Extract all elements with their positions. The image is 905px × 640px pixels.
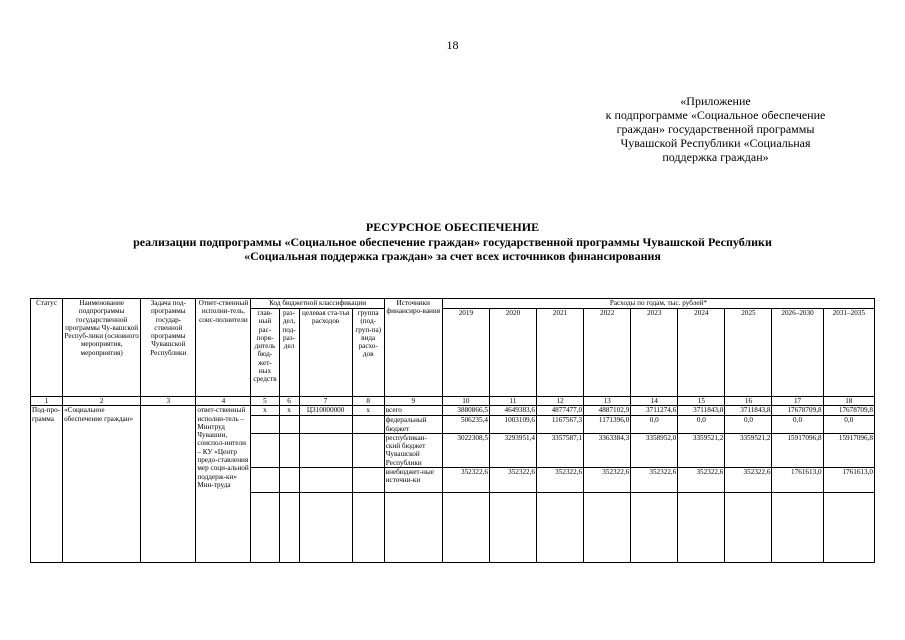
row-code-group: х [352, 406, 384, 416]
column-number: 15 [678, 397, 725, 406]
value-cell: 0,0 [823, 416, 874, 434]
value-cell: 1167567,3 [537, 416, 584, 434]
document-title [60, 220, 845, 264]
header-main-manager: глав-ный рас-поря-дитель бюд-жет-ных средств [251, 309, 279, 397]
column-number: 9 [384, 397, 442, 406]
title-line-3: «Социальная поддержка граждан» за счет всех источников финансирования [244, 249, 661, 263]
value-cell: 1171396,0 [584, 416, 631, 434]
value-cell: 1761613,0 [823, 468, 874, 493]
header-year: 2019 [442, 309, 489, 397]
value-cell: 3359521,2 [725, 433, 772, 467]
header-target-item: целевая ста-тья расходов [299, 309, 352, 397]
value-cell: 352322,6 [678, 468, 725, 493]
header-responsible: Ответ-ственный исполни-тель, соис-полнители [196, 299, 251, 397]
header-year: 2020 [489, 309, 536, 397]
resource-table [30, 298, 875, 563]
value-cell: 3358952,0 [631, 433, 678, 467]
row-responsible: ответ-ственный исполни-тель – Минтруд Чувашии, соиспол-нители – КУ «Центр предо-ставления мер соци-альной поддерж-ки» Мин-труда [196, 406, 251, 563]
value-cell: 0,0 [725, 416, 772, 434]
value-cell: 3711843,8 [725, 406, 772, 416]
column-number: 10 [442, 397, 489, 406]
row-code-target: Ц310000000 [299, 406, 352, 416]
header-expenses: Расходы по годам, тыс. рублей* [442, 299, 874, 309]
value-cell: 4877477,0 [537, 406, 584, 416]
column-number: 18 [823, 397, 874, 406]
column-number: 7 [299, 397, 352, 406]
value-cell: 4649383,6 [489, 406, 536, 416]
header-task: Задача под-программы государ-ственной программы Чувашской Республики [141, 299, 196, 397]
column-number: 1 [31, 397, 63, 406]
row-code-main-manager: х [251, 406, 279, 416]
column-number-row [31, 397, 875, 406]
value-cell: 15917096,8 [823, 433, 874, 467]
column-number: 13 [584, 397, 631, 406]
value-cell: 3359521,2 [678, 433, 725, 467]
table-row [31, 406, 875, 416]
value-cell: 3711843,8 [678, 406, 725, 416]
title-line-2: реализации подпрограммы «Социальное обеспечение граждан» государственной программы Чувашской Республики [133, 234, 772, 249]
value-cell: 352322,6 [537, 468, 584, 493]
column-number: 3 [141, 397, 196, 406]
header-year: 2024 [678, 309, 725, 397]
value-cell: 506235,4 [442, 416, 489, 434]
value-cell: 0,0 [772, 416, 823, 434]
header-year: 2022 [584, 309, 631, 397]
row-task [141, 406, 196, 563]
value-cell: 1003109,6 [489, 416, 536, 434]
value-cell: 352322,6 [725, 468, 772, 493]
header-section: раз-дел, под-раз-дел [279, 309, 299, 397]
value-cell: 15917096,8 [772, 433, 823, 467]
value-cell: 4887102,9 [584, 406, 631, 416]
header-status: Статус [31, 299, 63, 397]
value-cell: 352322,6 [489, 468, 536, 493]
header-year: 2031–2035 [823, 309, 874, 397]
row-status: Под-про-грамма [31, 406, 63, 563]
column-number: 16 [725, 397, 772, 406]
page-number: 18 [446, 38, 459, 52]
header-year: 2025 [725, 309, 772, 397]
row-source: федеральный бюджет [384, 416, 442, 434]
column-number: 4 [196, 397, 251, 406]
header-year: 2021 [537, 309, 584, 397]
column-number: 8 [352, 397, 384, 406]
row-code-section: х [279, 406, 299, 416]
header-sources: Источники финансиро-вания [384, 299, 442, 397]
value-cell: 3293951,4 [489, 433, 536, 467]
value-cell: 0,0 [631, 416, 678, 434]
header-year: 2026–2030 [772, 309, 823, 397]
row-source: всего [384, 406, 442, 416]
appendix-line: Чувашской Республики «Социальная [620, 136, 811, 150]
title-line-1: РЕСУРСНОЕ ОБЕСПЕЧЕНИЕ [365, 220, 540, 234]
value-cell: 1761613,0 [772, 468, 823, 493]
value-cell: 352322,6 [442, 468, 489, 493]
appendix-line: граждан» государственной программы [616, 122, 815, 136]
value-cell: 3363384,3 [584, 433, 631, 467]
header-expense-group: группа (под-груп-па) вида расхо-дов [352, 309, 384, 397]
column-number: 14 [631, 397, 678, 406]
appendix-line: «Приложение [680, 94, 751, 108]
value-cell: 3711274,6 [631, 406, 678, 416]
appendix-line: к подпрограмме «Социальное обеспечение [605, 108, 826, 122]
column-number: 2 [63, 397, 141, 406]
value-cell: 352322,6 [631, 468, 678, 493]
row-name: «Социальное обеспечение граждан» [63, 406, 141, 563]
column-number: 6 [279, 397, 299, 406]
column-number: 17 [772, 397, 823, 406]
row-source: внебюджет-ные источни-ки [384, 468, 442, 493]
value-cell: 17678709,8 [772, 406, 823, 416]
value-cell: 352322,6 [584, 468, 631, 493]
value-cell: 3880866,5 [442, 406, 489, 416]
header-budget-code: Код бюджетной классификации [251, 299, 384, 309]
column-number: 5 [251, 397, 279, 406]
column-number: 12 [537, 397, 584, 406]
row-source: республикан-ский бюджет Чувашской Республики [384, 433, 442, 467]
value-cell: 17678709,8 [823, 406, 874, 416]
appendix-line: поддержка граждан» [662, 150, 769, 164]
header-name: Наименование подпрограммы государственной программы Чу-вашской Респуб-лики (основного мероприятия, мероприятия) [63, 299, 141, 397]
value-cell: 3357587,1 [537, 433, 584, 467]
header-year: 2023 [631, 309, 678, 397]
value-cell: 3022308,5 [442, 433, 489, 467]
column-number: 11 [489, 397, 536, 406]
value-cell: 0,0 [678, 416, 725, 434]
appendix-note [588, 94, 843, 164]
